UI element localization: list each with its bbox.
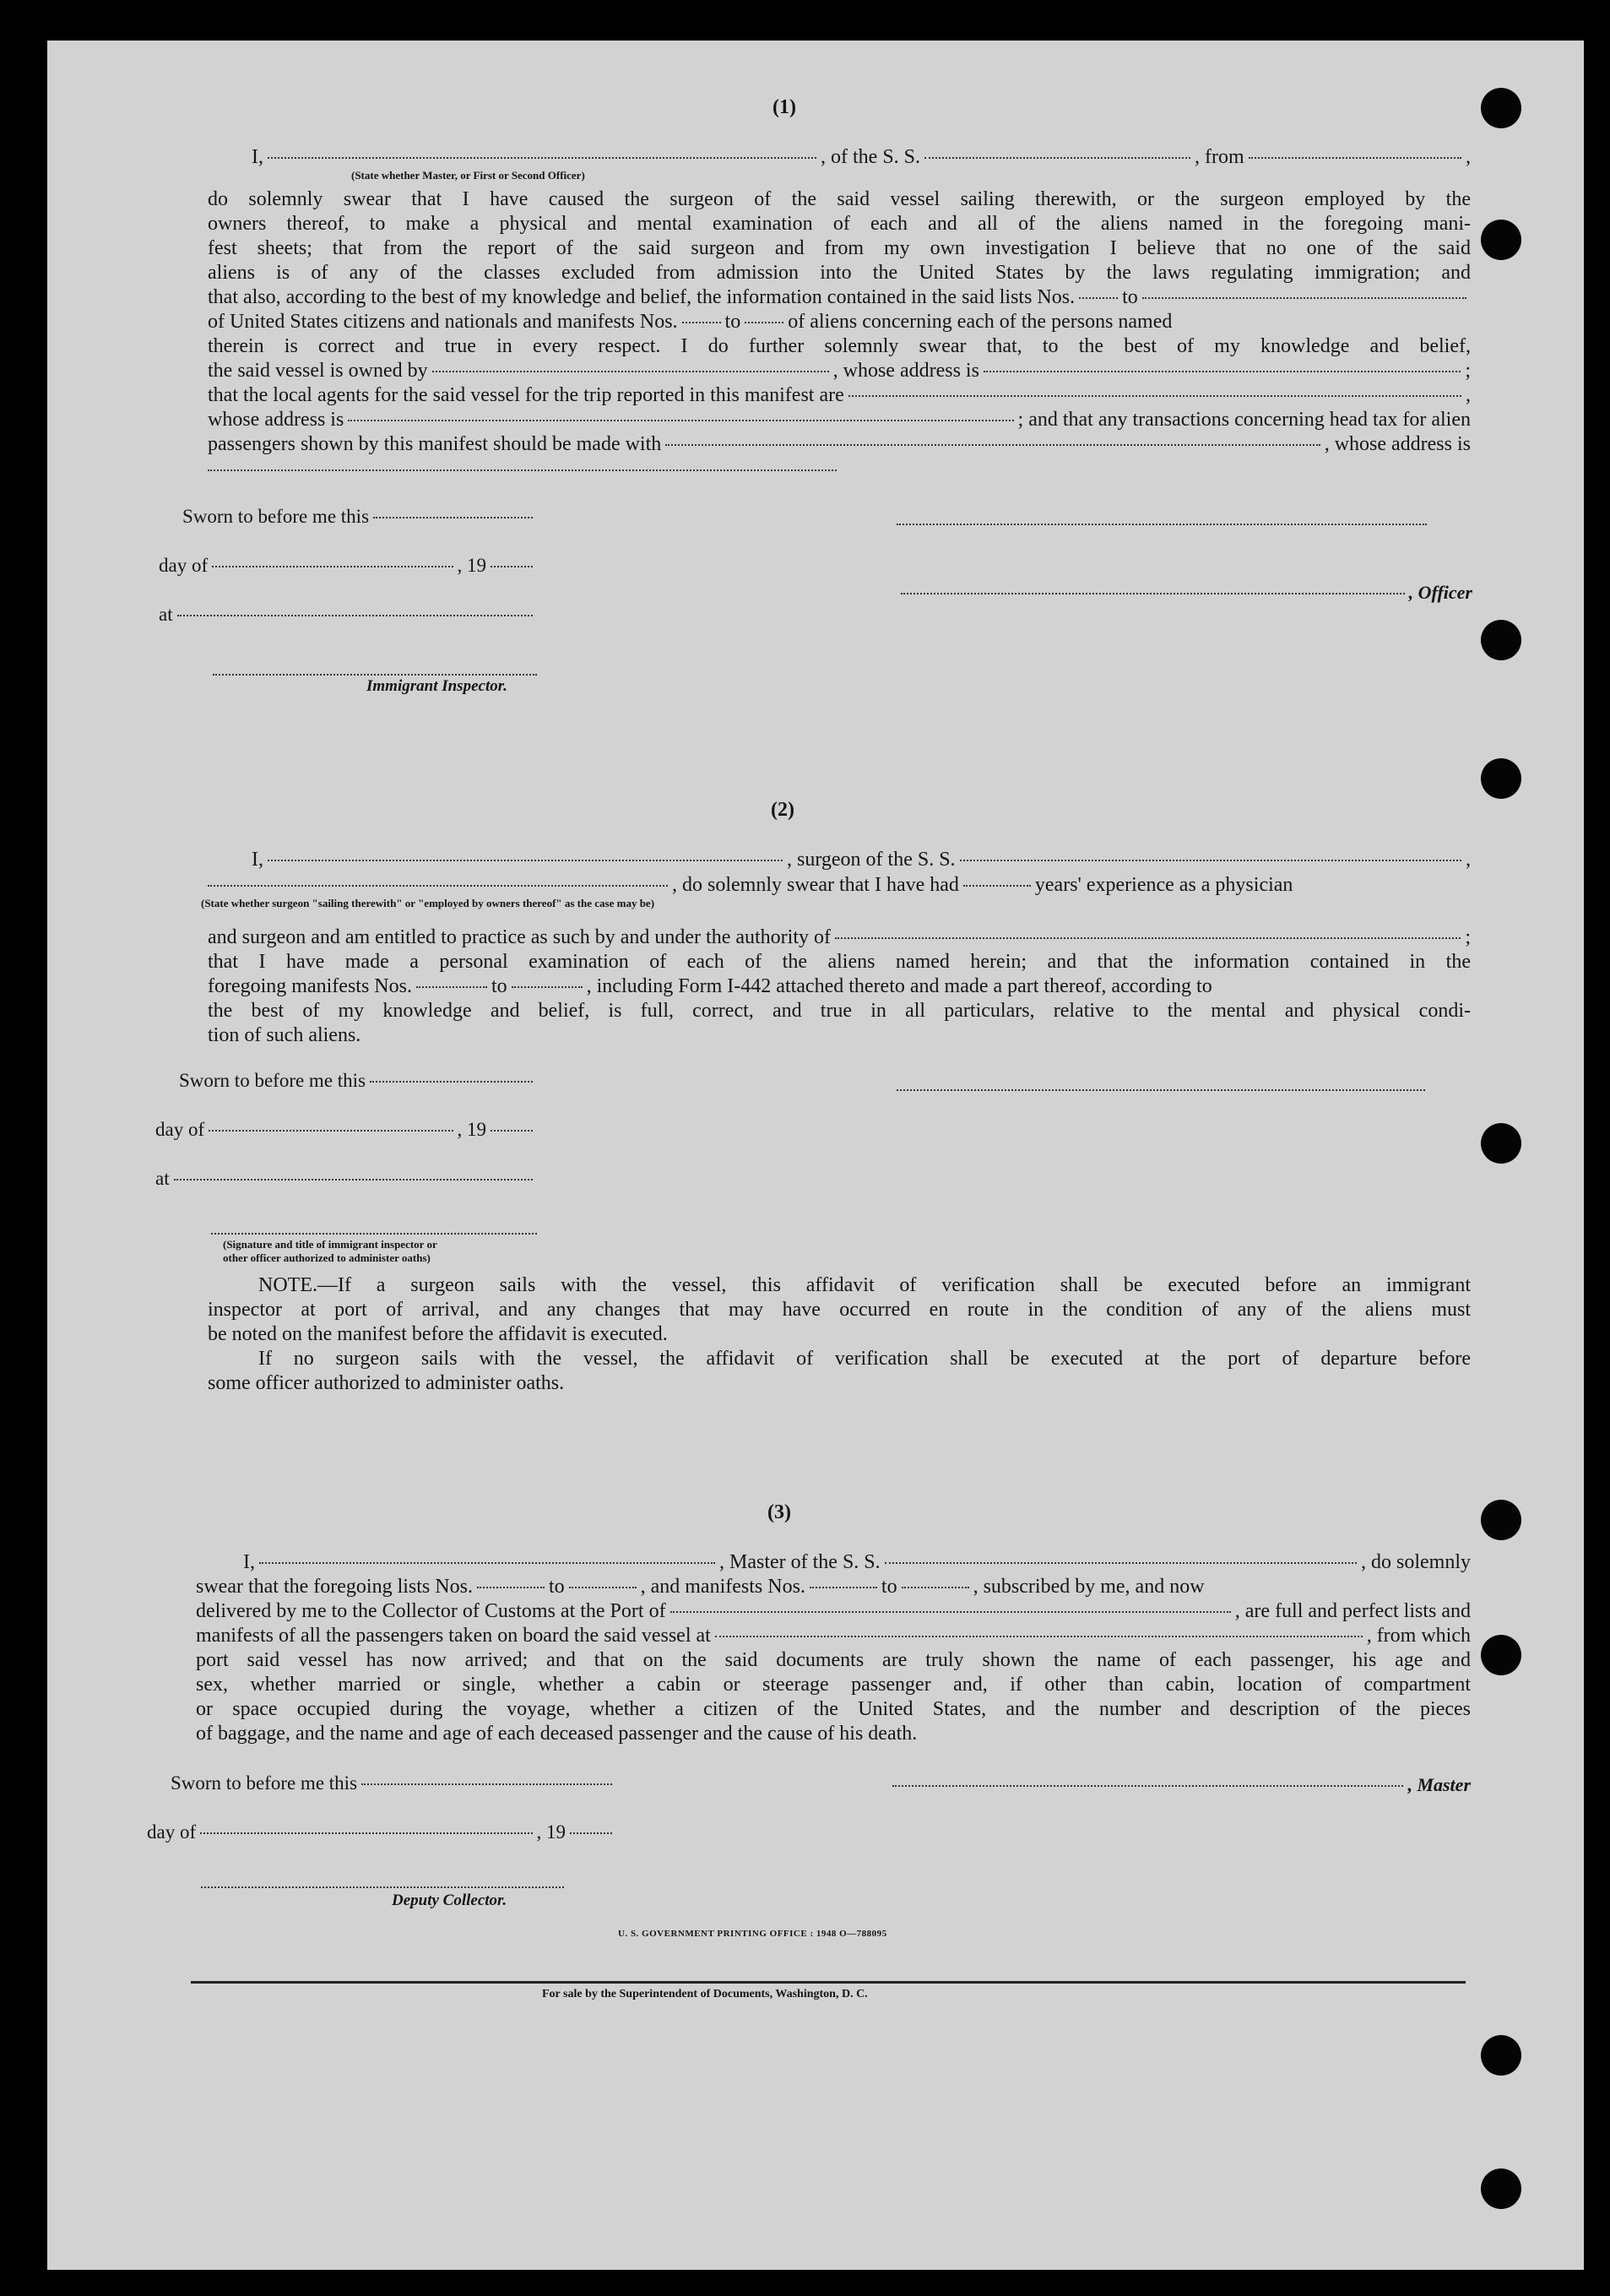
- s1-line-7: of United States citizens and nationals and manifests Nos. to of aliens concerning each of the persons named: [208, 311, 1173, 333]
- form-page: [47, 41, 1584, 2270]
- s3-sworn-line: Sworn to before me this: [171, 1772, 616, 1795]
- s2-sworn-day-field[interactable]: [370, 1081, 533, 1083]
- s3-month-field[interactable]: [200, 1832, 532, 1834]
- s3-line-7: or space occupied during the voyage, whether a citizen of the United States, and the number and description of the pieces: [196, 1698, 1471, 1720]
- s1-line-2: do solemnly swear that I have caused the surgeon of the said vessel sailing therewith, or the surgeon employed by the: [208, 188, 1471, 210]
- s1-lists-from-field[interactable]: [1079, 297, 1118, 299]
- s1-from-field[interactable]: [1249, 157, 1461, 159]
- s1-line-4: fest sheets; that from the report of the said surgeon and from my own investigation I believe that no one of the said: [208, 237, 1471, 259]
- s3-day-line: day of , 19: [147, 1821, 616, 1844]
- s1-line-3: owners thereof, to make a physical and mental examination of each and all of the aliens named in the foregoing mani-: [208, 213, 1471, 235]
- s3-line-8: of baggage, and the name and age of each deceased passenger and the cause of his death.: [196, 1723, 918, 1745]
- punch-hole: [1481, 620, 1521, 660]
- s2-line-4: that I have made a personal examination of each of the aliens named herein; and that the information contained in the: [208, 951, 1471, 973]
- s1-sworn-line: Sworn to before me this: [182, 505, 537, 529]
- s2-year-field[interactable]: [491, 1130, 533, 1132]
- s1-headtax-address-field[interactable]: [208, 470, 837, 471]
- s1-headtax-field[interactable]: [665, 444, 1320, 446]
- for-sale-notice: For sale by the Superintendent of Documents, Washington, D. C.: [542, 1988, 868, 2000]
- section-3-number: (3): [767, 1501, 791, 1523]
- s2-surgeon-signature-field[interactable]: [897, 1089, 1425, 1091]
- s2-manifest-to-field[interactable]: [512, 986, 583, 988]
- s3-line-6: sex, whether married or single, whether a cabin or steerage passenger and, if other than cabin, location of compartment: [196, 1674, 1471, 1696]
- s2-line-7: tion of such aliens.: [208, 1024, 361, 1046]
- s2-month-field[interactable]: [209, 1130, 453, 1132]
- s1-month-field[interactable]: [212, 566, 453, 567]
- s1-owner-address-field[interactable]: [984, 371, 1461, 372]
- s2-at-line: at: [155, 1167, 537, 1191]
- s1-place-field[interactable]: [177, 615, 533, 616]
- punch-hole: [1481, 1635, 1521, 1675]
- s1-at-line: at: [159, 603, 537, 627]
- s1-vessel-field[interactable]: [924, 157, 1190, 159]
- s2-note-3: be noted on the manifest before the affidavit is executed.: [208, 1323, 668, 1345]
- s3-vessel-field[interactable]: [885, 1562, 1357, 1564]
- s3-name-field[interactable]: [259, 1562, 715, 1564]
- s3-deputy-caption: Deputy Collector.: [392, 1892, 507, 1909]
- s2-signature-caption-1: (Signature and title of immigrant inspector or: [223, 1238, 437, 1251]
- s1-inspector-caption: Immigrant Inspector.: [366, 677, 507, 695]
- punch-hole: [1481, 220, 1521, 260]
- s2-manifest-from-field[interactable]: [416, 986, 487, 988]
- s1-day-line: day of , 19: [159, 554, 537, 578]
- punch-hole: [1481, 758, 1521, 799]
- s2-note-5: some officer authorized to administer oaths.: [208, 1372, 565, 1394]
- s3-line-3: delivered by me to the Collector of Customs at the Port of , are full and perfect lists and: [196, 1600, 1471, 1622]
- gpo-imprint: U. S. GOVERNMENT PRINTING OFFICE : 1948 O—788095: [618, 1929, 887, 1939]
- s1-rank-field[interactable]: [268, 157, 816, 159]
- s2-line-3: and surgeon and am entitled to practice as such by and under the authority of ;: [208, 926, 1471, 948]
- s3-embark-port-field[interactable]: [715, 1636, 1363, 1637]
- s1-line-9: the said vessel is owned by , whose address is ;: [208, 360, 1471, 382]
- s3-year-field[interactable]: [570, 1832, 612, 1834]
- s1-agents-address-field[interactable]: [348, 420, 1013, 421]
- s2-day-line: day of , 19: [155, 1118, 537, 1142]
- s2-place-field[interactable]: [174, 1179, 533, 1181]
- s2-line-1: I, , surgeon of the S. S. ,: [252, 849, 1471, 871]
- s2-name-field[interactable]: [268, 860, 783, 861]
- punch-hole: [1481, 1123, 1521, 1164]
- s1-manifest-from-field[interactable]: [682, 322, 721, 323]
- s3-master-signature-field[interactable]: [892, 1785, 1403, 1787]
- punch-hole: [1481, 2168, 1521, 2209]
- s3-port-field[interactable]: [670, 1611, 1231, 1613]
- s2-line-2: , do solemnly swear that I have had years' experience as a physician: [208, 873, 1471, 897]
- s1-line-11: whose address is ; and that any transactions concerning head tax for alien: [208, 409, 1471, 431]
- s3-deputy-signature-field[interactable]: [201, 1886, 564, 1888]
- s3-manifest-to-field[interactable]: [902, 1587, 969, 1588]
- s2-years-field[interactable]: [963, 885, 1031, 887]
- s1-manifest-to-field[interactable]: [745, 322, 783, 323]
- s1-line-10: that the local agents for the said vessel for the trip reported in this manifest are ,: [208, 384, 1471, 406]
- s2-signature-field[interactable]: [211, 1233, 537, 1235]
- s1-lists-to-field[interactable]: [1142, 297, 1466, 299]
- s1-rank-caption: (State whether Master, or First or Second Officer): [351, 169, 585, 182]
- s2-authority-field[interactable]: [835, 937, 1461, 939]
- s3-manifest-from-field[interactable]: [810, 1587, 877, 1588]
- s2-surgeon-type-field[interactable]: [208, 885, 668, 887]
- footer-rule: [191, 1981, 1466, 1984]
- s2-signature-caption-2: other officer authorized to administer oaths): [223, 1251, 431, 1264]
- s2-vessel-field[interactable]: [960, 860, 1461, 861]
- s2-note-4: If no surgeon sails with the vessel, the affidavit of verification shall be executed at the port of departure before: [258, 1348, 1471, 1370]
- punch-hole: [1481, 2035, 1521, 2076]
- s1-officer-signature-field[interactable]: [901, 593, 1405, 594]
- s3-sworn-day-field[interactable]: [361, 1783, 612, 1785]
- s1-year-field[interactable]: [491, 566, 533, 567]
- s3-lists-from-field[interactable]: [477, 1587, 545, 1588]
- s1-owner-field[interactable]: [432, 371, 829, 372]
- s1-line-1: I, , of the S. S. , from ,: [252, 146, 1471, 168]
- section-2-number: (2): [771, 799, 794, 821]
- s3-line-2: swear that the foregoing lists Nos. to , and manifests Nos. to , subscribed by me, and now: [196, 1576, 1205, 1598]
- s1-line-12: passengers shown by this manifest should be made with , whose address is: [208, 433, 1471, 455]
- s3-line-4: manifests of all the passengers taken on board the said vessel at , from which: [196, 1625, 1471, 1647]
- s2-surgeon-caption: (State whether surgeon "sailing therewith" or "employed by owners thereof" as the case may be): [201, 897, 655, 909]
- s3-master-line: , Master: [888, 1773, 1471, 1797]
- punch-hole: [1481, 88, 1521, 128]
- s2-sworn-line: Sworn to before me this: [179, 1069, 537, 1093]
- s2-note-2: inspector at port of arrival, and any changes that may have occurred en route in the condition of any of the aliens must: [208, 1299, 1471, 1321]
- s1-sworn-day-field[interactable]: [373, 517, 533, 518]
- s2-line-5: foregoing manifests Nos. to , including Form I-442 attached thereto and made a part thereof, according to: [208, 975, 1212, 997]
- s1-line-6: that also, according to the best of my knowledge and belief, the information contained in the said lists Nos. to: [208, 285, 1471, 309]
- s3-line-1: I, , Master of the S. S. , do solemnly: [243, 1551, 1471, 1573]
- punch-hole: [1481, 1500, 1521, 1540]
- section-1-number: (1): [772, 96, 796, 118]
- s1-agents-field[interactable]: [848, 395, 1461, 397]
- s2-line-6: the best of my knowledge and belief, is full, correct, and true in all particulars, relative to the mental and physical condi-: [208, 1000, 1471, 1022]
- s1-line-5: aliens is of any of the classes excluded from admission into the United States by the laws regulating immigration; and: [208, 262, 1471, 284]
- s1-line-8: therein is correct and true in every respect. I do further solemnly swear that, to the best of my knowledge and belief,: [208, 335, 1471, 357]
- s1-inspector-signature-field[interactable]: [213, 674, 537, 676]
- s3-lists-to-field[interactable]: [569, 1587, 637, 1588]
- s2-note-1: NOTE.—If a surgeon sails with the vessel, this affidavit of verification shall be executed before an immigrant: [258, 1274, 1471, 1296]
- s1-officer-signature-top[interactable]: [897, 524, 1427, 525]
- s3-line-5: port said vessel has now arrived; and that on the said documents are truly shown the name of each passenger, his age and: [196, 1649, 1471, 1671]
- s1-officer-line: , Officer: [897, 581, 1472, 605]
